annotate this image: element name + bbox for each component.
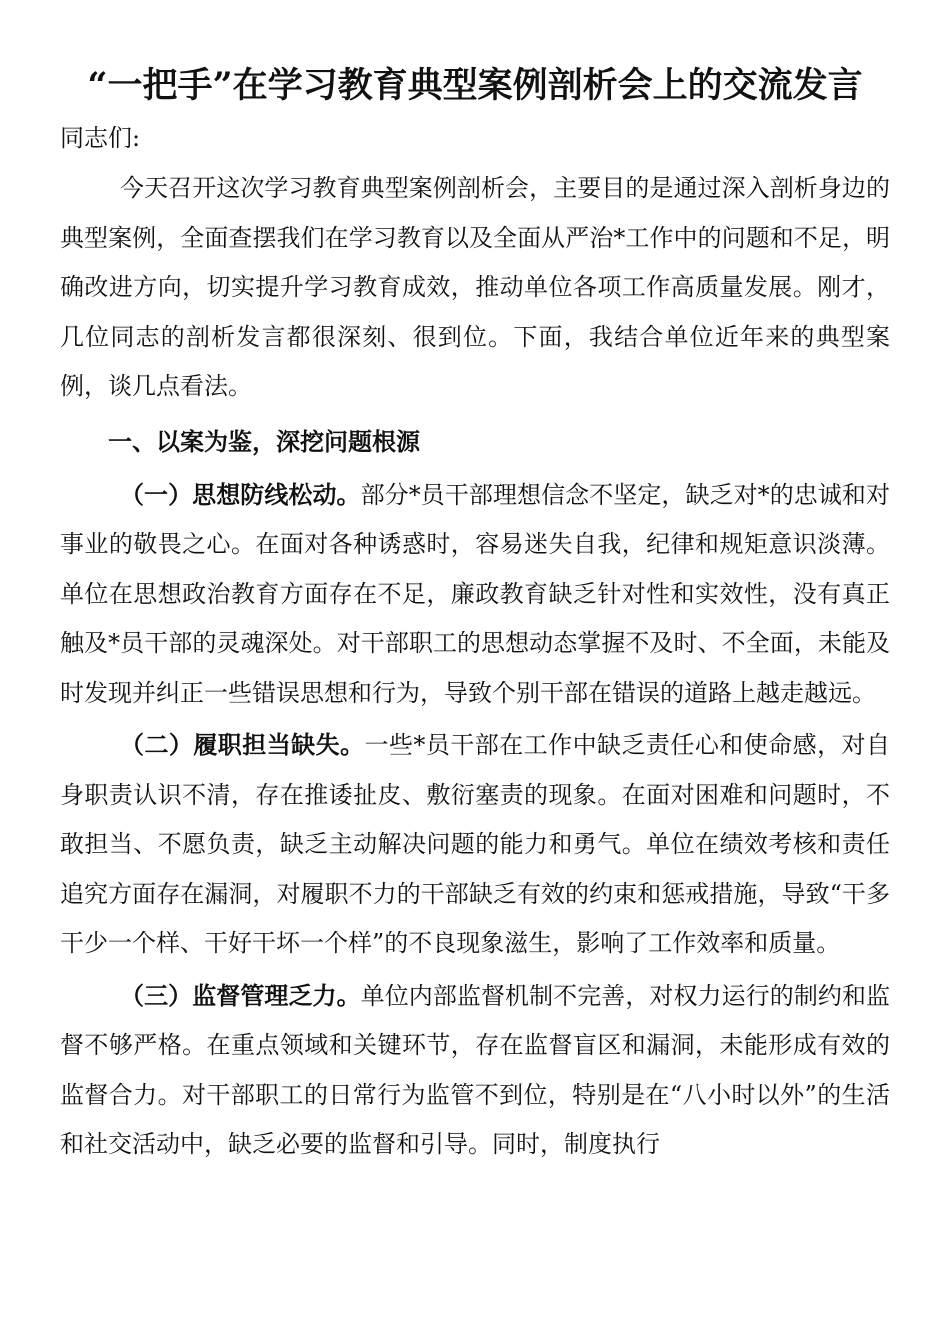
item-text-3: 单位内部监督机制不完善，对权力运行的制约和监督不够严格。在重点领域和关键环节，存在监督盲区和漏洞，未能形成有效的监督合力。对干部职工的日常行为监管不到位，特别是在“八小时以外”的生活和社交活动中，缺乏必要的监督和引导。同时，制度执行 [60,981,891,1158]
item-title-2: （二）履职担当缺失。 [120,730,365,759]
intro-paragraph: 今天召开这次学习教育典型案例剖析会，主要目的是通过深入剖析身边的典型案例，全面查摆我们在学习教育以及全面从严治*工作中的问题和不足，明确改进方向，切实提升学习教育成效，推动单位各项工作高质量发展。刚才，几位同志的剖析发言都很深刻、很到位。下面，我结合单位近年来的典型案例，谈几点看法。 [60,174,890,400]
document-title: “一把手”在学习教育典型案例剖析会上的交流发言 [87,65,863,106]
item-paragraph-3 [60,971,890,1170]
item-paragraph-2 [60,720,890,969]
item-title-1: （一）思想防线松动。 [120,479,361,509]
item-title-3: （三）监督管理乏力。 [120,980,361,1010]
document-body [60,116,890,1170]
item-text-2: 一些*员干部在工作中缺乏责任心和使命感，对自身职责认识不清，存在推诿扯皮、敷衍塞责的现象。在面对困难和问题时，不敢担当、不愿负责，缺乏主动解决问题的能力和勇气。单位在绩效考核和责任追究方面存在漏洞，对履职不力的干部缺乏有效的约束和惩戒措施，导致“干多干少一个样、干好干坏一个样”的不良现象滋生，影响了工作效率和质量。 [60,731,890,957]
item-text-1: 部分*员干部理想信念不坚定，缺乏对*的忠诚和对事业的敬畏之心。在面对各种诱惑时，容易迷失自我，纪律和规矩意识淡薄。单位在思想政治教育方面存在不足，廉政教育缺乏针对性和实效性，没有真正触及*员干部的灵魂深处。对干部职工的思想动态掌握不及时、不全面，未能及时发现并纠正一些错误思想和行为，导致个别干部在错误的道路上越走越远。 [60,480,890,707]
item-paragraph-1 [60,470,890,719]
section-heading: 一、以案为鉴，深挖问题根源 [108,426,420,456]
salutation: 同志们: [60,124,141,152]
